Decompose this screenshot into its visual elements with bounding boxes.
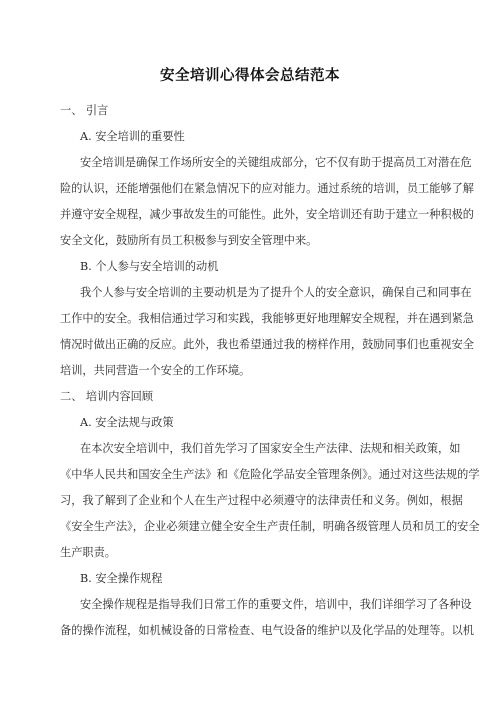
paragraph-line: 习，我了解到了企业和个人在生产过程中必须遵守的法律责任和义务。例如，根据 xyxy=(60,494,463,507)
paragraph-line: 工作中的安全。我相信通过学习和实践，我能够更好地理解安全规程，并在遇到紧急 xyxy=(60,312,474,325)
subsection-heading: A. 安全法规与政策 xyxy=(80,416,174,429)
subsection-heading: B. 个人参与安全培训的动机 xyxy=(80,260,219,273)
paragraph-line: 《安全生产法》，企业必须建立健全安全生产责任制，明确各级管理人员和员工的安全 xyxy=(60,520,480,533)
paragraph-line: 生产职责。 xyxy=(60,546,116,559)
paragraph-line: 安全培训是确保工作场所安全的关键组成部分，它不仅有助于提高员工对潜在危 xyxy=(80,156,472,169)
paragraph-line: 在本次安全培训中，我们首先学习了国家安全生产法律、法规和相关政策，如 xyxy=(80,442,461,455)
paragraph-line: 险的认识，还能增强他们在紧急情况下的应对能力。通过系统的培训，员工能够了解 xyxy=(60,182,474,195)
subsection-heading: B. 安全操作规程 xyxy=(80,572,163,585)
paragraph-line: 培训，共同营造一个安全的工作环境。 xyxy=(60,364,251,377)
section-heading-intro: 一、 引言 xyxy=(60,104,109,117)
paragraph-line: 安全操作规程是指导我们日常工作的重要文件，培训中，我们详细学习了各种设 xyxy=(80,598,472,611)
paragraph-line: 我个人参与安全培训的主要动机是为了提升个人的安全意识，确保自己和同事在 xyxy=(80,286,472,299)
paragraph-line: 并遵守安全规程，减少事故发生的可能性。此外，安全培训还有助于建立一种积极的 xyxy=(60,208,474,221)
section-heading-review: 二、 培训内容回顾 xyxy=(60,390,154,403)
document-title: 安全培训心得体会总结范本 xyxy=(160,68,340,84)
paragraph-line: 安全文化，鼓励所有员工积极参与到安全管理中来。 xyxy=(60,234,318,247)
paragraph-line: 《中华人民共和国安全生产法》和《危险化学品安全管理条例》。通过对这些法规的学 xyxy=(60,468,480,481)
paragraph-line: 备的操作流程，如机械设备的日常检查、电气设备的维护以及化学品的处理等。以机 xyxy=(60,624,474,637)
subsection-heading: A. 安全培训的重要性 xyxy=(80,130,185,143)
paragraph-line: 情况时做出正确的反应。此外，我也希望通过我的榜样作用，鼓励同事们也重视安全 xyxy=(60,338,474,351)
